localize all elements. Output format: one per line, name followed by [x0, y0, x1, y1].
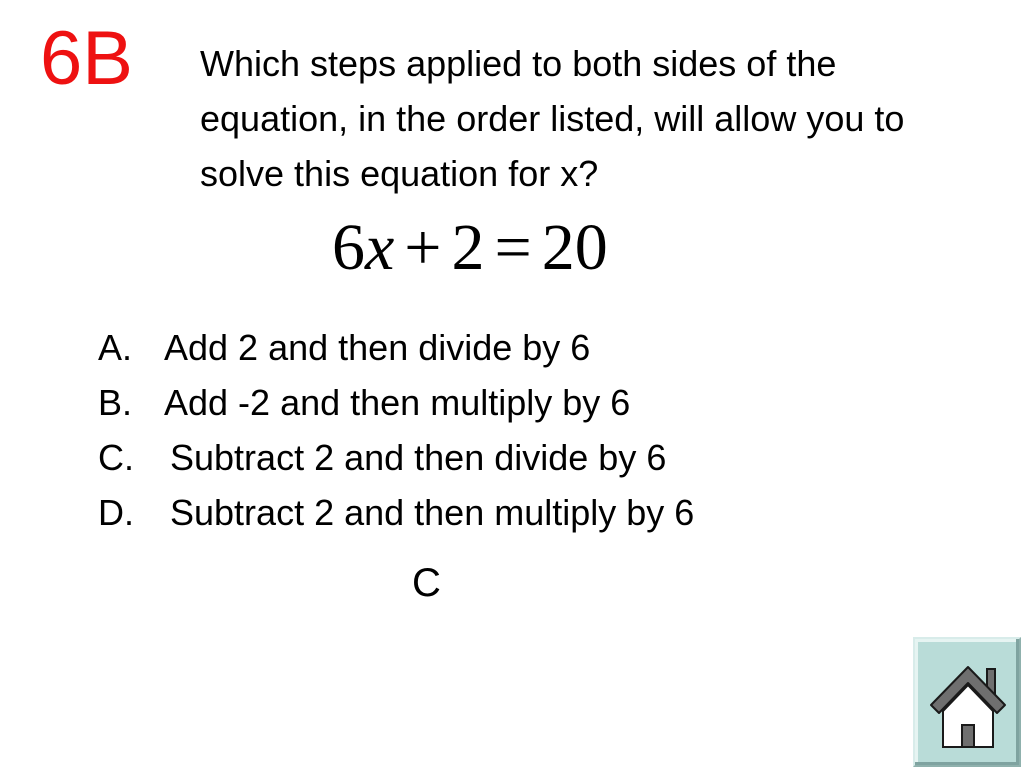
question-text: Which steps applied to both sides of the equation, in the order listed, will allow you to solve this equation for x? [200, 43, 905, 194]
choice-d [98, 485, 694, 540]
equation-plus-sign: + [404, 211, 442, 284]
choice-a [98, 320, 694, 375]
choice-text: Subtract 2 and then divide by 6 [170, 437, 667, 478]
equation-constant: 2 [451, 211, 485, 284]
choice-text: Add -2 and then multiply by 6 [164, 382, 631, 423]
answer-choices [98, 320, 694, 540]
choice-letter: D. [98, 492, 134, 533]
equation-equals-sign: = [494, 211, 532, 284]
slide-label: 6B [40, 16, 133, 101]
choice-letter: C. [98, 437, 134, 478]
choice-b [98, 375, 694, 430]
equation-coefficient: 6 [332, 211, 365, 284]
choice-c [98, 430, 694, 485]
choice-text: Subtract 2 and then multiply by 6 [170, 492, 695, 533]
choice-letter: B. [98, 382, 133, 423]
equation [332, 208, 608, 288]
choice-text: Add 2 and then divide by 6 [164, 327, 591, 368]
equation-variable: x [365, 211, 395, 284]
choice-letter: A. [98, 327, 133, 368]
home-icon [925, 663, 1011, 759]
equation-result: 20 [541, 211, 608, 284]
home-button[interactable] [913, 637, 1021, 767]
correct-answer: C [412, 561, 441, 605]
